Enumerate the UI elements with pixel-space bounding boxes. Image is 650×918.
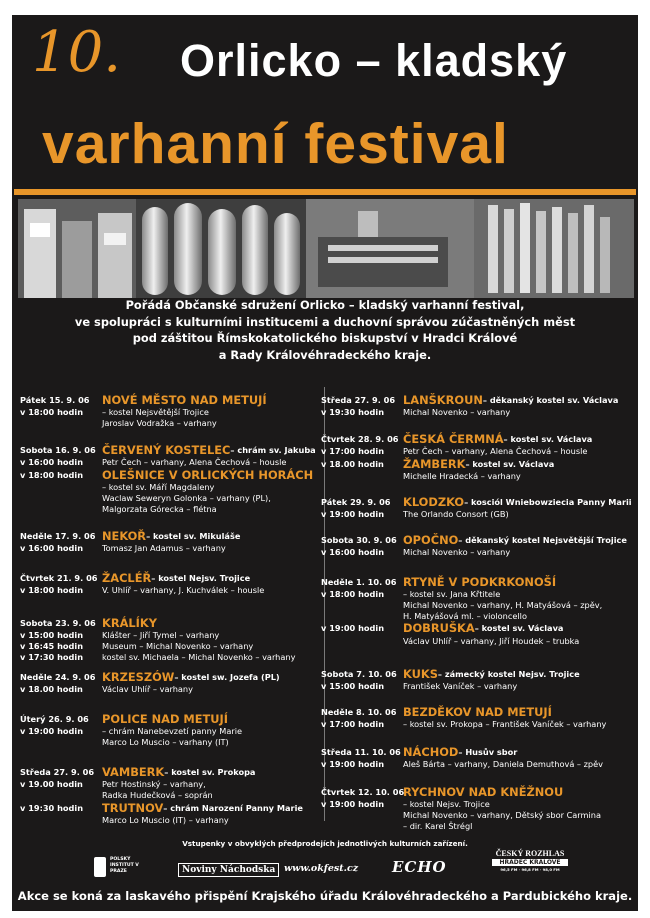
event-date: v 17:30 hodin [20,651,84,662]
event-detail-row [321,611,602,622]
event-date: v 15:00 hodin [20,630,84,641]
cesky-rozhlas-logo: ČESKÝ ROZHLAS HRADEC KRÁLOVÉ 96,5 FM · 96,8 FM · 98,0 FM [486,849,574,883]
event-performers: H. Matyášová ml. – violoncello [403,610,527,621]
event-performers: Václav Uhlíř – varhany [102,684,193,695]
intro-line: ve spolupráci s kulturními institucemi a duchovní správou zúčastněných měst [74,314,576,329]
event-title-row [20,765,303,779]
event-venue: – kostel sv. Václava [474,623,564,634]
event-performers: – kostel sv. Prokopa – František Vaníček – varhany [403,719,607,730]
event-title-row [321,785,601,799]
event-title-row [20,670,280,684]
event-venue: – kostel Nejsv. Trojice [151,573,251,583]
event-detail-row [20,737,242,748]
event-location: OPOČNO [403,533,459,547]
event-block [321,432,592,482]
event-venue: – chrám Narození Panny Marie [163,802,303,813]
event-title-row [321,432,592,446]
event-date: v 17:00 hodin [321,719,385,730]
title-underline [14,189,636,195]
event-detail-row [321,799,601,810]
echo-logo: ECHO [392,858,447,876]
event-location: KRZESZÓW [102,670,175,684]
event-detail-row [20,493,316,504]
event-date: Neděle 1. 10. 06 [321,577,397,587]
event-performers: Klášter – Jiří Tymel – varhany [102,630,220,641]
event-date: v 17:00 hodin [321,446,385,457]
event-date: Pátek 29. 9. 06 [321,497,391,507]
event-venue: – chrám sv. Jakuba [230,445,316,455]
event-date: v 19:00 hodin [321,759,385,770]
intro-line: pod záštitou Římskokatolického biskupství v Hradci Králové [132,331,518,345]
event-block [20,393,267,429]
event-title-row [20,801,303,815]
event-detail-row [321,547,627,558]
event-detail-row [321,471,592,482]
event-detail-row [20,726,242,737]
event-performers: Václav Uhlíř – varhany, Jiří Houdek – trubka [403,635,580,646]
event-location: BEZDĚKOV NAD METUJÍ [403,705,552,719]
event-performers: František Vaníček – varhany [403,681,518,692]
event-detail-row [321,446,592,457]
event-detail-row [20,652,295,663]
event-date: Neděle 8. 10. 06 [321,707,397,717]
event-date: Sobota 30. 9. 06 [321,535,397,545]
event-venue: – kostel sv. Mikuláše [146,531,241,541]
event-date: v 15:00 hodin [321,681,385,692]
event-date: v 16:00 hodin [20,457,84,468]
event-date: Čtvrtek 12. 10. 06 [321,787,405,797]
event-detail-row [20,503,316,514]
event-title-row [20,468,316,482]
event-detail-row [20,407,267,418]
event-location: ŽAMBERK [403,456,466,471]
event-date: Neděle 17. 9. 06 [20,531,96,541]
organ-pipes-image [18,199,634,298]
event-detail-row [321,407,618,418]
event-date: Středa 27. 9. 06 [20,767,95,777]
event-date: v 19:30 hodin [20,802,84,813]
event-block [20,529,240,554]
event-title-row [321,495,632,509]
event-performers: Jaroslav Vodražka – varhany [102,418,217,429]
event-detail-row [20,790,303,801]
event-detail-row [20,482,316,493]
event-date: v 18:00 hodin [20,469,84,480]
event-date: v 19:00 hodin [321,799,385,810]
event-detail-row [20,457,316,468]
event-performers: – kostel sv. Jana Křtitele [403,589,501,600]
event-date: v 19:00 hodin [20,726,84,737]
event-performers: Michal Novenko – varhany [403,547,511,558]
event-detail-row [321,600,602,611]
event-date: Čtvrtek 21. 9. 06 [20,573,98,583]
support-statement: Akce se koná za laskavého přispění Krajského úřadu Královéhradeckého a Pardubického kraje. [17,889,633,903]
event-block [321,667,580,692]
event-performers: Michal Novenko – varhany [403,407,511,418]
event-title-row [321,705,606,719]
event-performers: Marco Lo Muscio – varhany (IT) [102,737,229,748]
event-performers: Museum – Michal Novenko – varhany [102,641,254,652]
event-performers: kostel sv. Michaela – Michal Novenko – varhany [102,651,296,662]
event-performers: – kostel Nejsv. Trojice [403,799,490,810]
event-block [321,393,618,418]
event-detail-row [20,585,264,596]
event-date: Středa 27. 9. 06 [321,395,396,405]
organ-photo-strip [18,199,634,298]
event-date: v 18:00 hodin [20,585,84,596]
intro-paragraph [12,297,638,363]
event-location: OLEŠNICE V ORLICKÝCH HORÁCH [102,467,314,482]
event-venue: – kostel sv. Prokopa [164,767,256,777]
event-detail-row [20,630,295,641]
event-date: v 18.00 hodin [20,684,83,695]
event-block [20,443,316,514]
event-performers: – kostel Nejsvětější Trojice [102,407,209,418]
event-location: ČESKÁ ČERMNÁ [403,432,504,446]
event-venue: – zámecký kostel Nejsv. Trojice [437,669,580,679]
event-date: v 16:45 hodin [20,641,84,652]
event-date: Čtvrtek 28. 9. 06 [321,434,399,444]
event-block [321,785,601,831]
event-date: v 19:00 hodin [321,623,385,634]
event-venue: – kosciól Wniebowziecia Panny Marii [464,497,632,507]
event-detail-row [321,681,580,692]
event-detail-row [321,810,601,821]
event-performers: Waclaw Seweryn Golonka – varhany (PL), [102,492,271,503]
event-performers: – kostel sv. Máří Magdaleny [102,482,215,493]
event-performers: V. Uhlíř – varhany, J. Kuchválek – housle [102,585,265,596]
intro-line: Pořádá Občanské sdružení Orlicko – kladský varhanní festival, [125,298,525,312]
event-date: v 18:00 hodin [321,589,385,600]
event-detail-row [321,719,606,730]
title-line-2: varhanní festival [42,112,509,176]
intro-line: a Rady Královéhradeckého kraje. [218,347,432,362]
event-date: Sobota 7. 10. 06 [321,669,397,679]
event-detail-row [20,543,240,554]
event-performers: Radka Hudečková – soprán [102,790,213,801]
event-date: v 19:00 hodin [321,509,385,520]
event-date: v 19.00 hodin [20,779,83,790]
event-venue: – děkanský kostel sv. Václava [482,395,619,405]
event-location: KRÁLÍKY [102,616,157,630]
event-date: v 18.00 hodin [321,458,384,469]
event-performers: The Orlando Consort (GB) [403,509,509,520]
event-performers: – chrám Nanebevzetí panny Marie [102,726,243,737]
event-detail-row [20,815,303,826]
event-detail-row [20,641,295,652]
event-location: VAMBERK [102,765,165,779]
event-location: ŽACLÉŘ [102,571,152,585]
event-detail-row [20,418,267,429]
event-block [321,495,632,520]
event-title-row [321,457,592,471]
event-date: Středa 11. 10. 06 [321,747,401,757]
event-block [321,575,602,646]
event-block [20,616,295,662]
event-detail-row [321,821,601,832]
event-title-row [321,575,602,589]
edition-number: 10. [32,20,122,85]
event-location: RTYNĚ V PODKRKONOŠÍ [403,575,557,589]
event-location: RYCHNOV NAD KNĚŽNOU [403,785,564,799]
event-performers: Michal Novenko – varhany, Dětský sbor Carmina [403,810,601,821]
event-location: LANŠKROUN [403,393,483,407]
event-date: Sobota 23. 9. 06 [20,618,96,628]
event-date: Neděle 24. 9. 06 [20,672,96,682]
event-detail-row [20,779,303,790]
title-line-1: Orlicko – kladský [180,35,568,86]
event-date: Sobota 16. 9. 06 [20,445,96,455]
event-date: Úterý 26. 9. 06 [20,714,89,724]
event-date: Pátek 15. 9. 06 [20,395,90,405]
event-location: NÁCHOD [403,745,459,759]
event-title-row [321,621,602,635]
website-link[interactable]: www.okfest.cz [284,863,359,874]
event-performers: Tomasz Jan Adamus – varhany [102,543,226,554]
event-detail-row [321,759,603,770]
event-performers: Petr Čech – varhany, Alena Čechová – housle [102,457,287,468]
event-title-row [20,712,242,726]
event-venue: – kostel sv. Václava [465,458,555,469]
event-location: ČERVENÝ KOSTELEC [102,443,231,457]
event-title-row [321,667,580,681]
event-title-row [20,571,264,585]
event-performers: Michelle Hradecká – varhany [403,471,521,482]
event-location: KLODZKO [403,495,465,509]
event-venue: – kostel sv. Václava [503,434,593,444]
event-title-row [20,393,267,407]
noviny-nachodska-logo: Noviny Náchodska [178,863,279,877]
event-date: v 16:00 hodin [321,547,385,558]
event-location: NOVÉ MĚSTO NAD METUJÍ [102,393,267,407]
event-detail-row [20,684,280,695]
event-location: TRUTNOV [102,800,164,815]
event-venue: – děkanský kostel Nejsvětější Trojice [458,535,627,545]
event-performers: Michal Novenko – varhany, H. Matyášová – zpěv, [403,600,603,611]
event-block [321,705,606,730]
event-title-row [321,393,618,407]
event-title-row [20,529,240,543]
event-block [20,670,280,695]
event-date: v 18:00 hodin [20,407,84,418]
event-date: v 19:30 hodin [321,407,385,418]
event-title-row [321,533,627,547]
event-venue: – kostel sw. Jozefa (PL) [174,672,280,682]
event-block [20,571,264,596]
event-detail-row [321,509,632,520]
event-location: DOBRUŠKA [403,621,475,636]
event-block [321,745,603,770]
event-performers: – dir. Karel Štrégl [403,820,473,831]
festival-poster [12,15,638,911]
event-title-row [20,443,316,457]
event-detail-row [321,635,602,646]
event-performers: Aleš Bárta – varhany, Daniela Demuthová – zpěv [403,759,604,770]
event-block [321,533,627,558]
event-performers: Petr Čech – varhany, Alena Čechová – housle [403,446,588,457]
event-performers: Marco Lo Muscio (IT) – varhany [102,814,229,825]
event-performers: Petr Hostinský – varhany, [102,779,206,790]
event-detail-row [321,589,602,600]
polish-institute-logo: POLSKÝ INSTITUT V PRAZE [94,855,140,879]
event-venue: – Husův sbor [458,747,518,757]
event-location: NEKOŘ [102,529,147,543]
event-date: v 16:00 hodin [20,543,84,554]
event-block [20,765,303,825]
event-performers: Malgorzata Górecka – flétna [102,503,217,514]
event-location: KUKS [403,667,438,681]
tickets-note: Vstupenky v obvyklých předprodejích jednotlivých kulturních zařízení. [182,839,468,848]
event-block [20,712,242,748]
event-title-row [20,616,295,630]
event-title-row [321,745,603,759]
event-location: POLICE NAD METUJÍ [102,712,229,726]
